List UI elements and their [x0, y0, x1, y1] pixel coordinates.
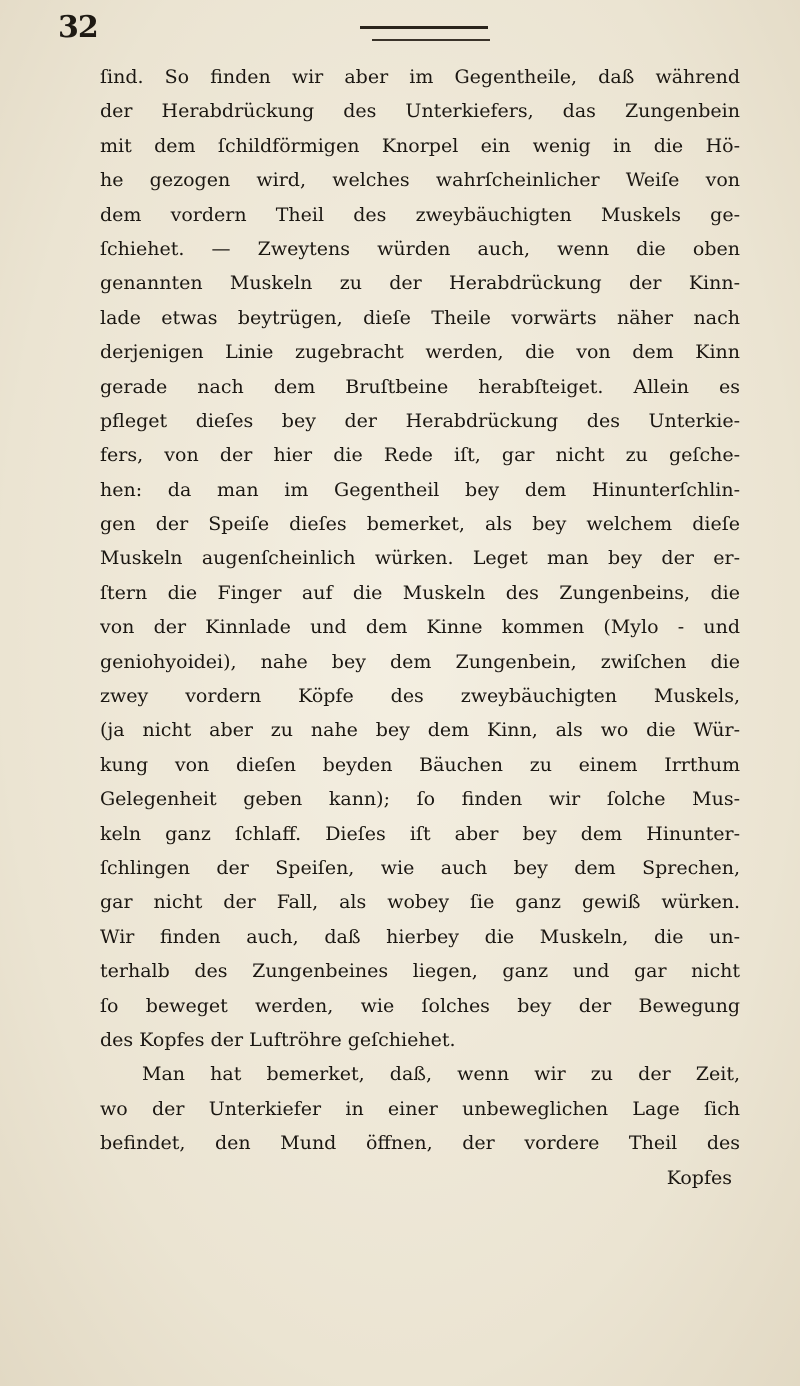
- page-number: 32: [58, 10, 98, 45]
- text-line: von der Kinnlade und dem Kinne kommen (Mylo - und: [100, 616, 740, 639]
- text-line: ſchlingen der Speiſen, wie auch bey dem Sprechen,: [100, 856, 740, 879]
- text-line: (ja nicht aber zu nahe bey dem Kinn, als wo die Wür-: [100, 719, 740, 742]
- text-line: ſind. So finden wir aber im Gegentheile, daß während: [100, 66, 740, 88]
- text-line: fers, von der hier die Rede iſt, gar nicht zu geſche-: [100, 444, 740, 467]
- text-line: geniohyoidei), nahe bey dem Zungenbein, zwiſchen die: [100, 650, 740, 673]
- text-line: der Herabdrückung des Unterkiefers, das Zungenbein: [100, 100, 740, 123]
- header-rule: [360, 26, 488, 29]
- text-line: Muskeln augenſcheinlich würken. Leget man bey der er-: [100, 547, 740, 570]
- text-line: Man hat bemerket, daß, wenn wir zu der Zeit,: [142, 1063, 740, 1086]
- text-line: kung von dieſen beyden Bäuchen zu einem Irrthum: [100, 753, 740, 776]
- text-line: ſtern die Finger auf die Muskeln des Zungenbeins, die: [100, 581, 740, 604]
- text-line: gen der Speiſe dieſes bemerket, als bey welchem dieſe: [100, 513, 740, 536]
- text-line: keln ganz ſchlaff. Dieſes iſt aber bey dem Hinunter-: [100, 822, 740, 845]
- text-line: derjenigen Linie zugebracht werden, die von dem Kinn: [100, 341, 740, 364]
- text-line: genannten Muskeln zu der Herabdrückung der Kinn-: [100, 272, 740, 295]
- text-line: he gezogen wird, welches wahrſcheinlicher Weiſe von: [100, 169, 740, 192]
- text-line: dem vordern Theil des zweybäuchigten Muskels ge-: [100, 203, 740, 226]
- text-line: Gelegenheit geben kann); ſo finden wir ſolche Mus-: [100, 788, 740, 811]
- catchword: Kopfes: [666, 1166, 732, 1189]
- text-line: gar nicht der Fall, als wobey ſie ganz gewiß würken.: [100, 891, 740, 914]
- body-text: [100, 60, 740, 1195]
- text-line: befindet, den Mund öffnen, der vordere Theil des: [100, 1132, 740, 1155]
- text-line: terhalb des Zungenbeines liegen, ganz und gar nicht: [100, 960, 740, 983]
- text-line: wo der Unterkiefer in einer unbeweglichen Lage ſich: [100, 1097, 740, 1120]
- text-line: Wir finden auch, daß hierbey die Muskeln, die un-: [100, 925, 740, 948]
- text-line: hen: da man im Gegentheil bey dem Hinunterſchlin-: [100, 478, 740, 501]
- text-line: des Kopfes der Luftröhre geſchiehet.: [100, 1028, 456, 1051]
- text-line: gerade nach dem Bruſtbeine herabſteiget. Allein es: [100, 375, 740, 398]
- text-line: ſo beweget werden, wie ſolches bey der Bewegung: [100, 994, 740, 1017]
- text-line: zwey vordern Köpfe des zweybäuchigten Muskels,: [100, 685, 740, 708]
- text-line: ſchiehet. — Zweytens würden auch, wenn die oben: [100, 237, 740, 260]
- header-rule-secondary: [372, 39, 490, 41]
- text-line: lade etwas beytrügen, dieſe Theile vorwärts näher nach: [100, 306, 740, 329]
- text-line: mit dem ſchildförmigen Knorpel ein wenig in die Hö-: [100, 134, 740, 157]
- text-line: pfleget dieſes bey der Herabdrückung des Unterkie-: [100, 409, 740, 432]
